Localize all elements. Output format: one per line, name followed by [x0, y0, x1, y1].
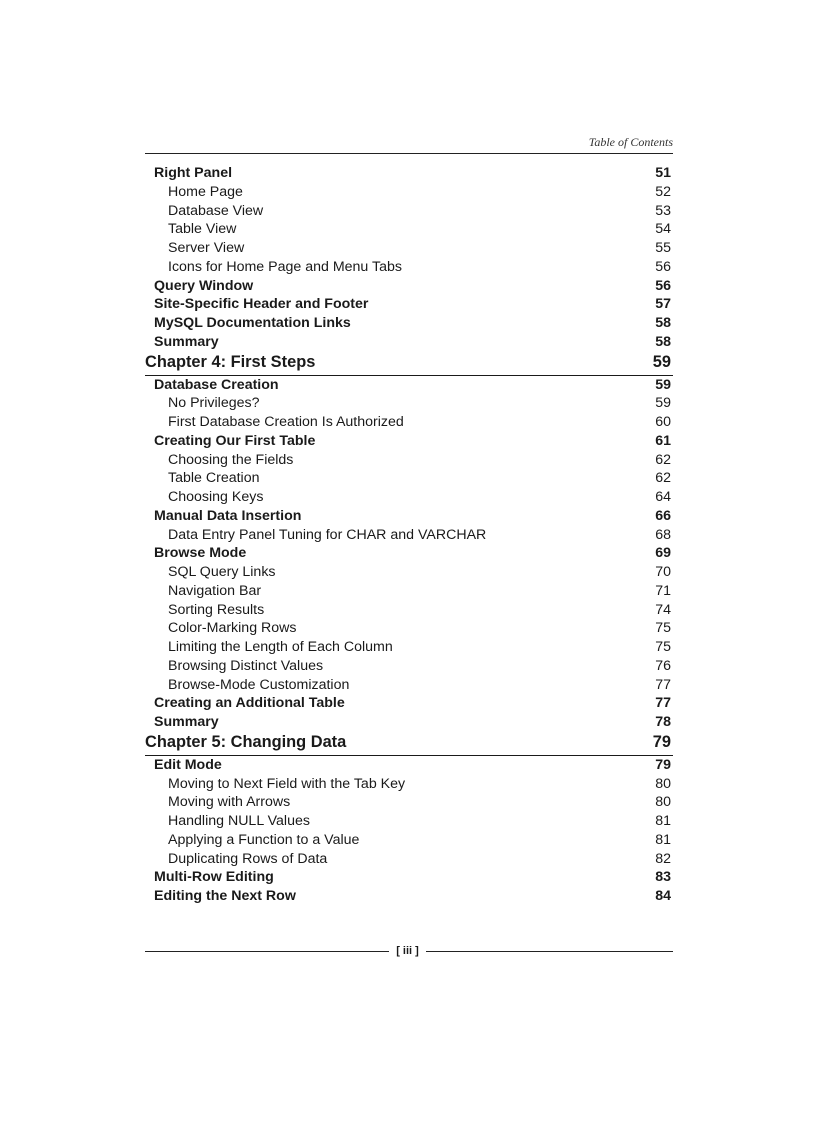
toc-entry-title: Color-Marking Rows	[168, 620, 297, 637]
toc-entry-title: SQL Query Links	[168, 564, 276, 580]
toc-entry-page: 58	[655, 333, 671, 350]
toc-entry-title: Editing the Next Row	[154, 888, 296, 904]
toc-section-entry[interactable]	[145, 694, 673, 713]
toc-section-entry[interactable]	[145, 376, 673, 395]
running-header	[145, 133, 673, 154]
toc-entry-title: Chapter 5: Changing Data	[145, 732, 347, 751]
toc-entry-page: 57	[655, 296, 671, 313]
toc-section-entry[interactable]	[145, 887, 673, 906]
toc-entry-title: First Database Creation Is Authorized	[168, 414, 404, 430]
toc-entry-title: Chapter 4: First Steps	[145, 352, 316, 371]
toc-section-entry[interactable]	[145, 756, 673, 775]
toc-entry-page: 62	[655, 470, 671, 487]
toc-subsection-entry[interactable]	[145, 582, 673, 601]
toc-entry-title: Moving to Next Field with the Tab Key	[168, 775, 406, 792]
toc-entry-page: 84	[655, 888, 671, 904]
toc-entry-title: Database View	[168, 202, 264, 219]
toc-subsection-entry[interactable]	[145, 775, 673, 794]
toc-entry-title: Navigation Bar	[168, 582, 262, 599]
toc-chapter-heading[interactable]	[145, 352, 673, 376]
toc-entry-page: 81	[655, 831, 671, 848]
toc-subsection-entry[interactable]	[145, 793, 673, 812]
toc-subsection-entry[interactable]	[145, 239, 673, 258]
toc-entry-title: Moving with Arrows	[168, 794, 291, 811]
toc-entry-title: Table View	[168, 221, 237, 238]
toc-entry-title: Site-Specific Header and Footer	[154, 296, 369, 313]
toc-entry-page: 83	[655, 869, 671, 886]
toc-entry-title: Handling NULL Values	[168, 813, 310, 829]
toc-section-entry[interactable]	[145, 432, 673, 451]
toc-section-entry[interactable]	[145, 713, 673, 732]
toc-subsection-entry[interactable]	[145, 451, 673, 470]
toc-entry-page: 60	[655, 414, 671, 430]
toc-entry-page: 52	[655, 183, 671, 200]
toc-entry-page: 62	[655, 451, 671, 468]
toc-entry-title: Table Creation	[168, 470, 260, 487]
toc-entry-title: MySQL Documentation Links	[154, 315, 351, 331]
toc-entry-page: 53	[655, 202, 671, 219]
toc-subsection-entry[interactable]	[145, 563, 673, 582]
toc-entry-page: 74	[655, 601, 671, 618]
toc-entry-page: 75	[655, 620, 671, 637]
toc-subsection-entry[interactable]	[145, 202, 673, 221]
toc-subsection-entry[interactable]	[145, 220, 673, 239]
toc-entry-title: Right Panel	[154, 165, 233, 181]
toc-section-entry[interactable]	[145, 333, 673, 352]
toc-entry-title: Database Creation	[154, 376, 279, 393]
toc-entry-title: Summary	[154, 714, 219, 730]
toc-entry-page: 54	[655, 221, 671, 238]
toc-entry-title: Edit Mode	[154, 756, 222, 773]
toc-entry-page: 71	[655, 582, 671, 599]
toc-entry-page: 59	[652, 352, 671, 371]
toc-entry-title: Browsing Distinct Values	[168, 657, 324, 674]
toc-entry-title: Choosing the Fields	[168, 451, 294, 468]
toc-entry-page: 59	[655, 376, 671, 393]
toc-entry-title: Home Page	[168, 183, 243, 200]
toc-subsection-entry[interactable]	[145, 831, 673, 850]
toc-subsection-entry[interactable]	[145, 183, 673, 202]
toc-entry-page: 58	[655, 315, 671, 331]
toc-entry-page: 80	[655, 775, 671, 792]
toc-entry-page: 79	[655, 756, 671, 773]
toc-entry-page: 70	[655, 564, 671, 580]
toc-entry-page: 61	[655, 432, 671, 449]
toc-entry-title: Browse Mode	[154, 545, 247, 562]
toc-subsection-entry[interactable]	[145, 488, 673, 507]
toc-entry-page: 56	[655, 277, 671, 294]
table-of-contents	[145, 164, 673, 906]
page-number: [ iii ]	[396, 945, 419, 957]
toc-entry-page: 79	[652, 732, 671, 751]
toc-entry-page: 51	[655, 165, 671, 181]
toc-entry-title: Query Window	[154, 277, 254, 294]
toc-subsection-entry[interactable]	[145, 676, 673, 695]
toc-entry-title: Sorting Results	[168, 601, 265, 618]
toc-entry-title: Manual Data Insertion	[154, 507, 302, 524]
toc-entry-page: 66	[655, 507, 671, 524]
toc-entry-title: Multi-Row Editing	[154, 869, 274, 886]
toc-section-entry[interactable]	[145, 314, 673, 333]
toc-entry-title: Server View	[168, 240, 245, 256]
toc-subsection-entry[interactable]	[145, 619, 673, 638]
toc-entry-title: Data Entry Panel Tuning for CHAR and VARCHAR	[168, 526, 487, 543]
toc-entry-title: No Privileges?	[168, 395, 260, 412]
toc-subsection-entry[interactable]	[145, 526, 673, 545]
toc-entry-title: Limiting the Length of Each Column	[168, 639, 393, 655]
toc-subsection-entry[interactable]	[145, 258, 673, 277]
toc-entry-title: Applying a Function to a Value	[168, 831, 360, 848]
toc-entry-page: 75	[655, 639, 671, 655]
toc-chapter-heading[interactable]	[145, 732, 673, 756]
footer-rule-right	[426, 951, 673, 952]
toc-section-entry[interactable]	[145, 277, 673, 296]
toc-entry-title: Browse-Mode Customization	[168, 676, 350, 693]
toc-entry-title: Summary	[154, 333, 219, 350]
header-title: Table of Contents	[588, 135, 673, 149]
toc-entry-page: 77	[655, 695, 671, 712]
toc-entry-title: Duplicating Rows of Data	[168, 850, 328, 867]
toc-entry-page: 69	[655, 545, 671, 562]
page-footer	[145, 943, 673, 959]
toc-subsection-entry[interactable]	[145, 394, 673, 413]
toc-entry-page: 80	[655, 794, 671, 811]
toc-subsection-entry[interactable]	[145, 469, 673, 488]
toc-section-entry[interactable]	[145, 868, 673, 887]
toc-entry-page: 82	[655, 850, 671, 867]
toc-entry-title: Choosing Keys	[168, 489, 264, 505]
toc-subsection-entry[interactable]	[145, 657, 673, 676]
toc-entry-page: 55	[655, 240, 671, 256]
toc-entry-title: Creating Our First Table	[154, 432, 316, 449]
toc-entry-page: 77	[655, 676, 671, 693]
toc-section-entry[interactable]	[145, 544, 673, 563]
toc-entry-page: 76	[655, 657, 671, 674]
toc-section-entry[interactable]	[145, 164, 673, 183]
toc-entry-page: 56	[655, 258, 671, 275]
toc-subsection-entry[interactable]	[145, 850, 673, 869]
toc-entry-page: 59	[655, 395, 671, 412]
toc-subsection-entry[interactable]	[145, 812, 673, 831]
toc-subsection-entry[interactable]	[145, 413, 673, 432]
toc-section-entry[interactable]	[145, 507, 673, 526]
toc-subsection-entry[interactable]	[145, 601, 673, 620]
toc-entry-page: 64	[655, 489, 671, 505]
toc-entry-page: 68	[655, 526, 671, 543]
toc-entry-title: Icons for Home Page and Menu Tabs	[168, 258, 402, 275]
footer-rule-left	[145, 951, 389, 952]
toc-subsection-entry[interactable]	[145, 638, 673, 657]
toc-section-entry[interactable]	[145, 295, 673, 314]
toc-entry-page: 78	[655, 714, 671, 730]
toc-entry-page: 81	[655, 813, 671, 829]
toc-entry-title: Creating an Additional Table	[154, 695, 345, 712]
